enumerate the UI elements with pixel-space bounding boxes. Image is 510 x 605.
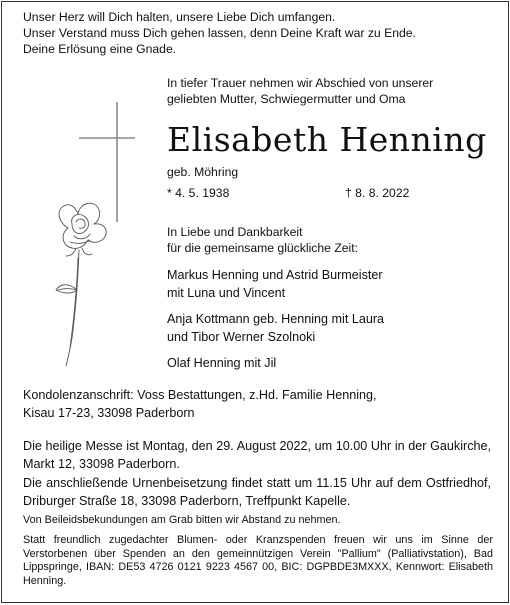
verse-line: Unser Herz will Dich halten, unsere Liebe Dich umfangen. bbox=[23, 10, 336, 24]
gratitude-text bbox=[167, 224, 358, 256]
memorial-verse bbox=[23, 9, 416, 57]
mass-info: Die heilige Messe ist Montag, den 29. August 2022, um 10.00 Uhr in der Gaukirche, Markt 12, 33098 Paderborn. bbox=[23, 439, 491, 471]
gratitude-line: In Liebe und Dankbarkeit bbox=[167, 225, 303, 239]
address-line: Kisau 17-23, 33098 Paderborn bbox=[23, 406, 195, 420]
family-line: mit Luna und Vincent bbox=[167, 286, 286, 300]
obituary-notice bbox=[1, 1, 509, 603]
family-line: Markus Henning und Astrid Burmeister bbox=[167, 268, 383, 282]
intro-line: geliebten Mutter, Schwiegermutter und Oma bbox=[167, 92, 406, 106]
maiden-name: geb. Möhring bbox=[167, 165, 239, 179]
death-date: † 8. 8. 2022 bbox=[345, 186, 410, 200]
birth-date: * 4. 5. 1938 bbox=[167, 186, 230, 200]
verse-line: Deine Erlösung eine Gnade. bbox=[23, 42, 177, 56]
verse-line: Unser Verstand muss Dich gehen lassen, denn Deine Kraft war zu Ende. bbox=[23, 26, 416, 40]
family-line: Anja Kottmann geb. Henning mit Laura bbox=[167, 312, 385, 326]
family-line: und Tibor Werner Szolnoki bbox=[167, 330, 316, 344]
family-group bbox=[167, 310, 384, 346]
gratitude-line: für die gemeinsame glückliche Zeit: bbox=[167, 241, 359, 255]
condolence-note: Von Beileidsbekundungen am Grab bitten wir Abstand zu nehmen. bbox=[23, 514, 341, 526]
intro-line: In tiefer Trauer nehmen wir Abschied von unserer bbox=[167, 76, 434, 90]
intro-text bbox=[167, 75, 433, 107]
deceased-name: Elisabeth Henning bbox=[167, 120, 487, 159]
family-group bbox=[167, 266, 383, 302]
burial-info: Die anschließende Urnenbeisetzung findet statt um 11.15 Uhr auf dem Ostfriedhof, Driburger Straße 18, 33098 Paderborn, Treffpunkt Kapelle. bbox=[23, 476, 491, 508]
address-line: Kondolenzanschrift: Voss Bestattungen, z.Hd. Familie Henning, bbox=[23, 388, 377, 402]
family-line: Olaf Henning mit Jil bbox=[167, 356, 277, 370]
family-group bbox=[167, 354, 276, 372]
rose-illustration-icon bbox=[54, 198, 114, 368]
condolence-address bbox=[23, 386, 377, 422]
donation-note: Statt freundlich zugedachter Blumen- oder Kranzspenden freuen wir uns im Sinne der Verstorbenen über Spenden an den gemeinnützigen Verein "Pallium" (Palliativstation), Bad Lippspringe, IBAN: DE53 4726 0121 9223 4567 00, BIC: DGPBDE3MXXX, Kennwort: Elisabeth Henning. bbox=[23, 534, 493, 587]
